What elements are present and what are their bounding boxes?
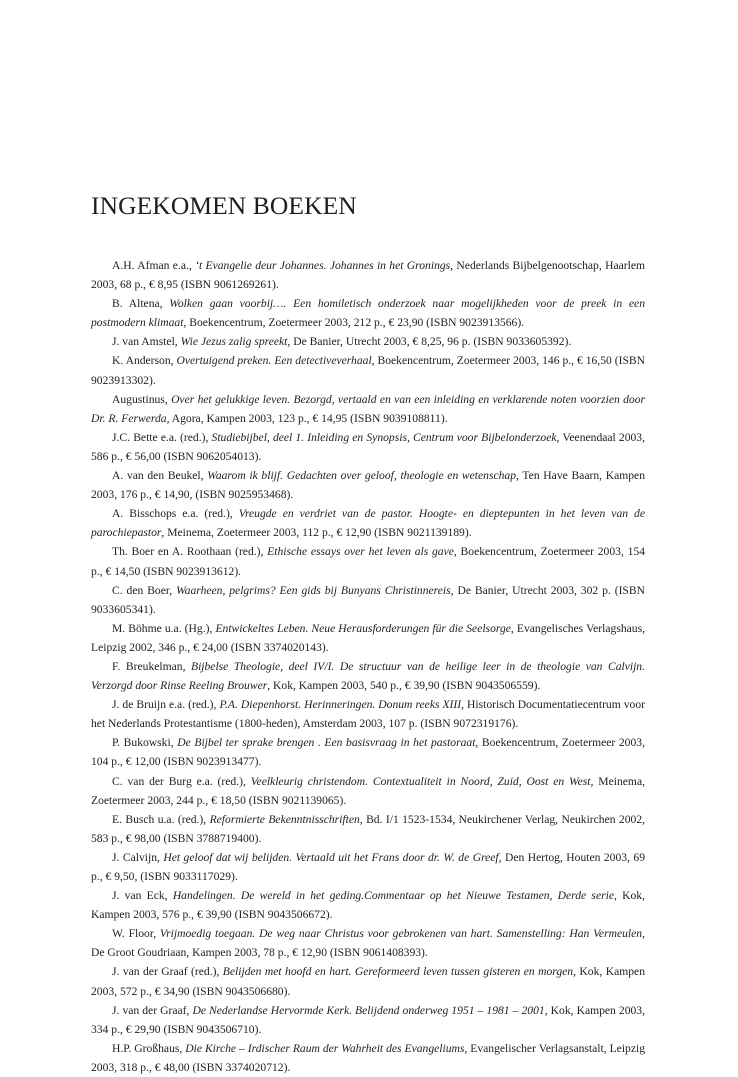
book-author: P. Bukowski, (112, 736, 178, 750)
book-entry (91, 733, 645, 771)
book-title: Vreugde en verdriet van de pastor. Hoogte- en dieptepunten in het leven van de parochiepastor (91, 507, 645, 540)
book-author: J. van der Graaf, (112, 1003, 193, 1017)
book-details: , Veenendaal 2003, 586 p., € 56,00 (ISBN 9062054013). (91, 430, 645, 463)
book-author: Th. Boer en A. Roothaan (red.), (112, 545, 268, 559)
book-title: Die Kirche – Irdischer Raum der Wahrheit des Evangeliums, (185, 1041, 468, 1055)
book-author: J. van Amstel, (112, 335, 181, 349)
book-entry (91, 619, 645, 657)
book-details: Evangelischer Verlagsanstalt, Leipzig 2003, 318 p., € 48,00 (ISBN 3374020712). (91, 1041, 646, 1074)
book-details: , Kok, Kampen 2003, 334 p., € 29,90 (ISBN 9043506710). (91, 1003, 645, 1036)
book-details: , De Groot Goudriaan, Kampen 2003, 78 p., € 12,90 (ISBN 9061408393). (91, 927, 645, 960)
book-details: , Nederlands Bijbelgenootschap, Haarlem 2003, 68 p., € 8,95 (ISBN 9061269261). (91, 259, 645, 292)
book-entry (91, 962, 645, 1000)
book-details: , Meinema, Zoetermeer 2003, 112 p., € 12,90 (ISBN 9021139189). (161, 526, 472, 540)
book-title: De Nederlandse Hervormde Kerk. Belijdend onderweg 1951 – 1981 – 2001 (192, 1003, 545, 1017)
book-entry (91, 332, 645, 351)
book-title: Over het gelukkige leven. Bezorgd, vertaald en van een inleiding en verklarende noten voorzien door Dr. R. Ferwerda (91, 392, 646, 425)
book-author: K. Anderson, (112, 354, 177, 368)
book-author: Augustinus, (112, 392, 172, 406)
book-title: P.A. Diepenhorst. Herinneringen. Donum reeks XIII (219, 698, 462, 712)
book-author: J. Calvijn, (112, 850, 164, 864)
book-entry (91, 428, 645, 466)
book-entry (91, 351, 645, 389)
book-details: , Bd. I/1 1523-1534, Neukirchener Verlag, Neukirchen 2002, 583 p., € 98,00 (ISBN 3788719400). (91, 812, 646, 845)
book-title: Ethische essays over het leven als gave, (267, 545, 457, 559)
book-details: Den Hertog, Houten 2003, 69 p., € 9,50, (ISBN 9033117029). (91, 850, 645, 883)
book-details: , Boekencentrum, Zoetermeer 2003, 212 p., € 23,90 (ISBN 9023913566). (183, 316, 525, 330)
book-entry (91, 848, 645, 886)
book-author: W. Floor, (112, 927, 160, 941)
book-entry (91, 924, 645, 962)
book-details: , Evangelisches Verlagshaus, Leipzig 2002, 346 p., € 24,00 (ISBN 3374020143). (91, 621, 645, 654)
book-author: A. van den Beukel, (112, 469, 208, 483)
book-details: , Kok, Kampen 2003, 572 p., € 34,90 (ISBN 9043506680). (91, 965, 645, 998)
book-title: Belijden met hoofd en hart. Gereformeerd leven tussen gisteren en morgen (222, 965, 574, 979)
book-entry (91, 504, 645, 542)
book-details: , Historisch Documentatiecentrum voor het Nederlands Protestantisme (1800-heden), Amsterdam 2003, 107 p. (ISBN 9072319176). (91, 698, 645, 731)
book-author: J. de Bruijn e.a. (red.), (112, 698, 220, 712)
book-author: F. Breukelman, (112, 659, 191, 673)
book-author: A. Bisschops e.a. (red.), (112, 507, 239, 521)
book-title: Wolken gaan voorbij…. Een homiletisch onderzoek naar mogelijkheden voor de preek in een postmodern klimaat (91, 297, 645, 330)
book-author: J.C. Bette e.a. (red.), (112, 430, 212, 444)
book-details: , De Banier, Utrecht 2003, 302 p. (ISBN 9033605341). (91, 583, 645, 616)
book-entry (91, 886, 645, 924)
book-entry (91, 772, 645, 810)
book-author: A.H. Afman e.a., (112, 259, 196, 272)
book-details: , Meinema, Zoetermeer 2003, 244 p., € 18,50 (ISBN 9021139065). (91, 774, 645, 807)
book-author: E. Busch u.a. (red.), (112, 812, 210, 826)
book-author: B. Altena, (112, 297, 170, 311)
book-details: , De Banier, Utrecht 2003, € 8,25, 96 p. (ISBN 9033605392). (287, 335, 572, 349)
book-entry (91, 657, 645, 695)
book-title: Het geloof dat wij belijden. Vertaald uit het Frans door dr. W. de Greef, (163, 850, 502, 864)
book-author: H.P. Großhaus, (112, 1041, 186, 1055)
book-details: , Boekencentrum, Zoetermeer 2003, 146 p., € 16,50 (ISBN 9023913302). (91, 354, 645, 387)
book-entry (91, 256, 645, 294)
book-author: C. van der Burg e.a. (red.), (112, 774, 251, 788)
book-title: Wie Jezus zalig spreekt (180, 335, 288, 349)
book-details: Ten Have Baarn, Kampen 2003, 176 p., € 14,90, (ISBN 9025953468). (91, 469, 645, 502)
book-entry (91, 695, 645, 733)
book-title: ‘t Evangelie deur Johannes. Johannes in het Gronings (195, 259, 451, 272)
book-author: M. Böhme u.a. (Hg.), (112, 621, 216, 635)
page-title: INGEKOMEN BOEKEN (91, 191, 357, 220)
book-list (91, 256, 645, 1077)
book-details: Boekencentrum, Zoetermeer 2003, 104 p., € 12,00 (ISBN 9023913477). (91, 736, 645, 769)
book-title: Veelkleurig christendom. Contextualiteit in Noord, Zuid, Oost en West (250, 774, 591, 788)
book-title: Reformierte Bekenntnisschriften (209, 812, 360, 826)
book-title: Waarheen, pelgrims? Een gids bij Bunyans Christinnereis (176, 583, 451, 597)
book-entry (91, 294, 645, 332)
book-entry (91, 466, 645, 504)
book-details: , Kok, Kampen 2003, 576 p., € 39,90 (ISBN 9043506672). (91, 889, 645, 922)
book-title: Entwickeltes Leben. Neue Herausforderungen für die Seelsorge (215, 621, 511, 635)
book-entry (91, 542, 645, 580)
book-entry (91, 1039, 645, 1077)
book-details: , Kok, Kampen 2003, 540 p., € 39,90 (ISBN 9043506559). (267, 679, 541, 693)
book-author: C. den Boer, (112, 583, 177, 597)
book-entry (91, 810, 645, 848)
book-title: Vrijmoedig toegaan. De weg naar Christus voor gebrokenen van hart. Samenstelling: Han Vermeulen (159, 927, 643, 941)
book-entry (91, 1001, 645, 1039)
book-entry (91, 581, 645, 619)
book-title: Waarom ik blijf. Gedachten over geloof, theologie en wetenschap, (207, 469, 519, 483)
book-details: , Agora, Kampen 2003, 123 p., € 14,95 (ISBN 9039108811). (166, 411, 448, 425)
book-title: Handelingen. De wereld in het geding.Commentaar op het Nieuwe Testamen, Derde serie (172, 889, 614, 903)
book-entry (91, 390, 645, 428)
book-details: Boekencentrum, Zoetermeer 2003, 154 p., € 14,50 (ISBN 9023913612). (91, 545, 645, 578)
book-title: Overtuigend preken. Een detectiveverhaal (176, 354, 372, 368)
book-title: De Bijbel ter sprake brengen . Een basisvraag in het pastoraat, (177, 736, 479, 750)
book-author: J. van der Graaf (red.), (112, 965, 223, 979)
book-author: J. van Eck, (112, 889, 173, 903)
book-title: Studiebijbel, deel 1. Inleiding en Synopsis, Centrum voor Bijbelonderzoek (211, 430, 557, 444)
book-title: Bijbelse Theologie, deel IV/I. De structuur van de heilige leer in de theologie van Calvijn. Verzorgd door Rinse Reeling Brouwer (91, 659, 645, 693)
